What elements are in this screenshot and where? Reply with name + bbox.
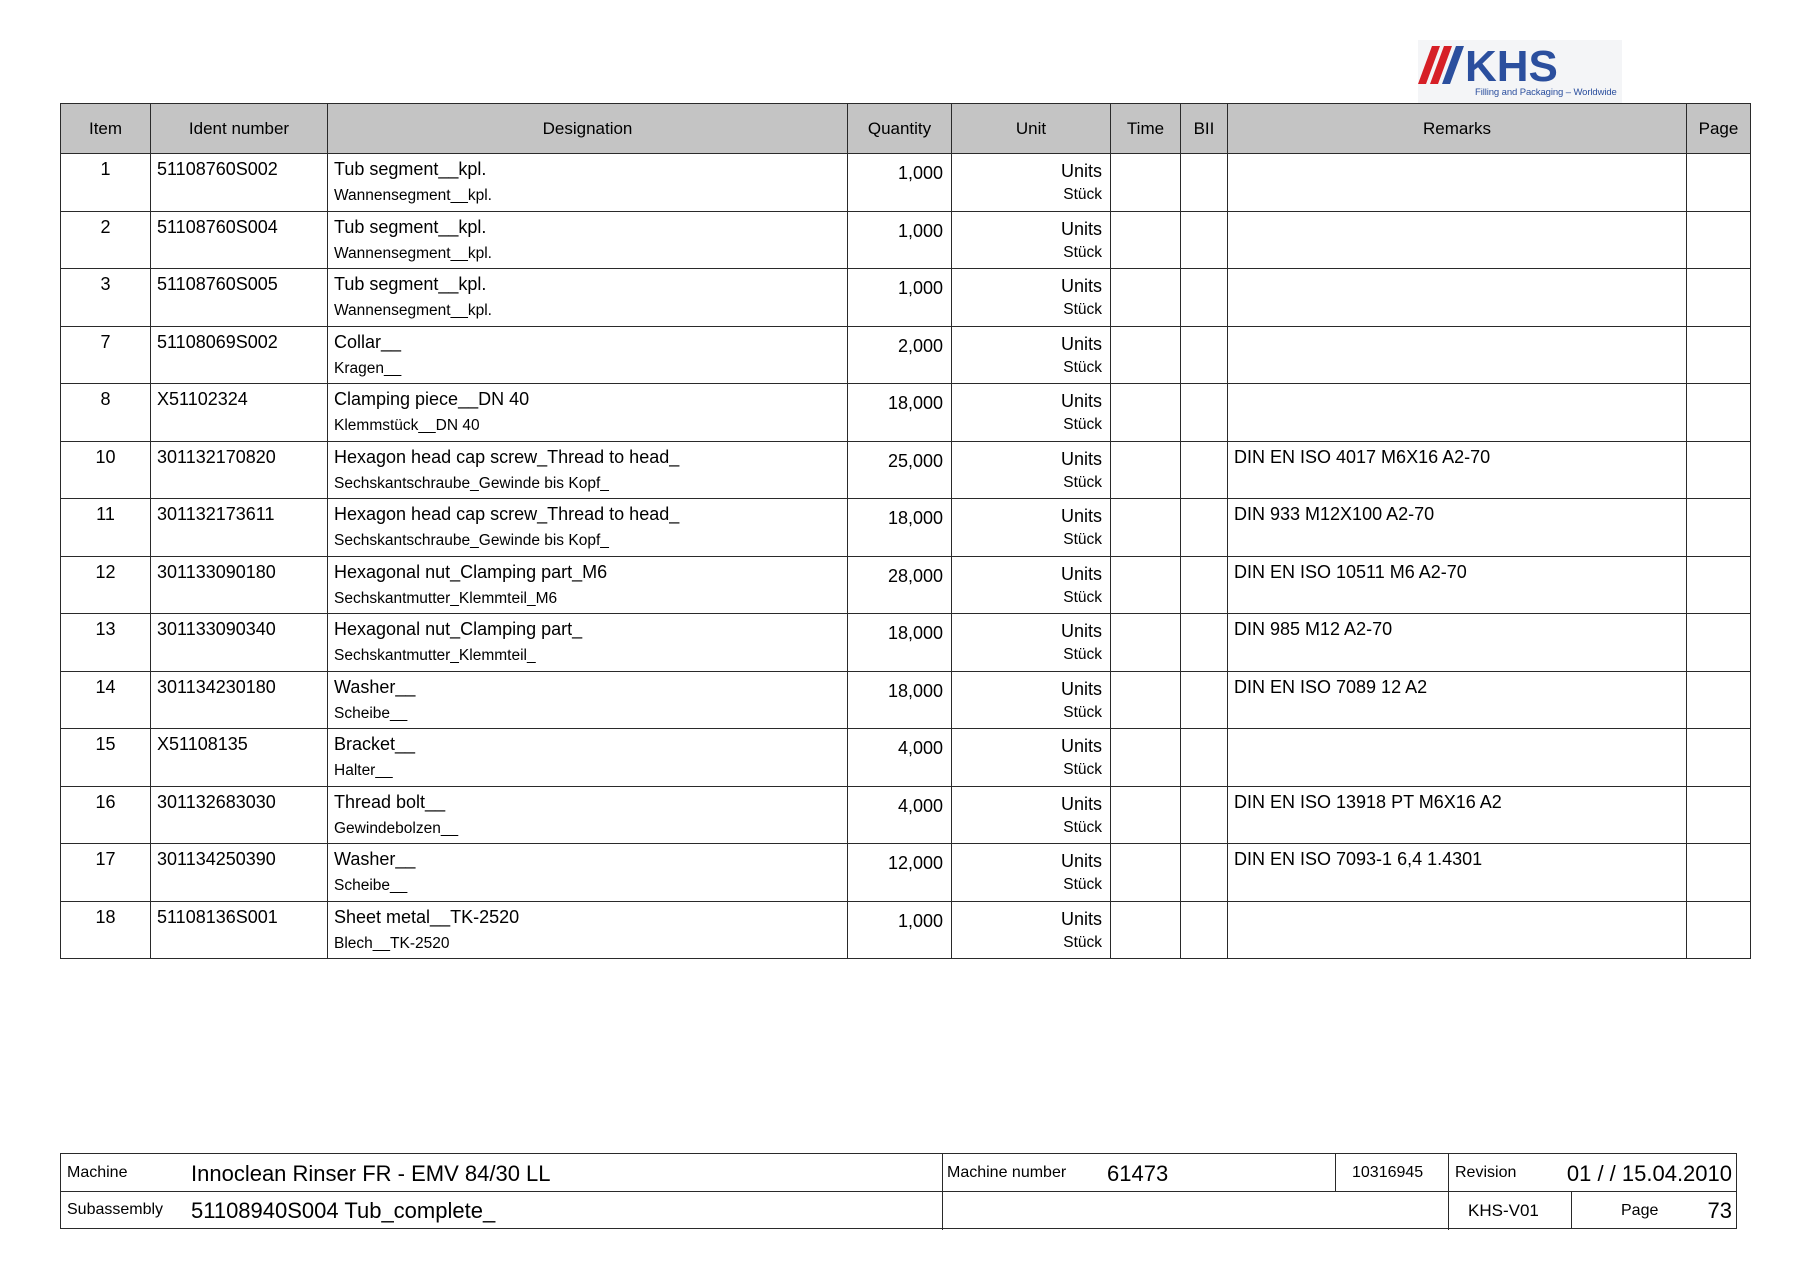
header-designation: Designation (328, 104, 848, 154)
ident-number-cell: X51102324 (151, 384, 328, 442)
page-cell (1687, 786, 1751, 844)
remarks-cell (1228, 211, 1687, 269)
unit-english: Units (1060, 851, 1102, 871)
designation-cell (328, 901, 848, 959)
unit-german: Stück (1063, 301, 1102, 318)
page-cell (1687, 556, 1751, 614)
designation-german: Scheibe__ (334, 704, 408, 722)
parts-table (60, 103, 1751, 959)
unit-cell (952, 326, 1111, 384)
unit-english: Units (1060, 908, 1102, 929)
unit-english: Units (1060, 448, 1102, 469)
revision-value: 01 / / 15.04.2010 (1566, 1161, 1732, 1186)
bii-cell (1181, 729, 1228, 787)
table-row (61, 441, 1751, 499)
title-block (60, 1153, 1737, 1229)
item-cell: 12 (61, 556, 151, 614)
unit-cell (952, 556, 1111, 614)
unit-cell (952, 614, 1111, 672)
ident-number-cell: 301133090180 (151, 556, 328, 614)
ident-number-cell: X51108135 (151, 729, 328, 787)
remarks-cell: DIN EN ISO 7093-1 6,4 1.4301 (1228, 844, 1687, 902)
table-row (61, 901, 1751, 959)
designation-cell (328, 499, 848, 557)
ident-number-cell: 301134230180 (151, 671, 328, 729)
page-cell (1687, 384, 1751, 442)
designation-cell (328, 154, 848, 212)
designation-german: Wannensegment__kpl. (334, 244, 492, 262)
time-cell (1111, 614, 1181, 672)
quantity-cell: 12,000 (848, 844, 952, 902)
quantity-cell: 1,000 (848, 211, 952, 269)
unit-cell (952, 499, 1111, 557)
page-cell (1687, 844, 1751, 902)
remarks-cell (1228, 154, 1687, 212)
unit-english: Units (1060, 218, 1102, 239)
ident-number-cell: 301132683030 (151, 786, 328, 844)
header-bii: BII (1181, 104, 1228, 154)
remarks-cell: DIN 933 M12X100 A2-70 (1228, 499, 1687, 557)
designation-german: Halter__ (334, 762, 393, 779)
designation-english: Tub segment__kpl. (334, 159, 487, 179)
bii-cell (1181, 614, 1228, 672)
page-cell (1687, 614, 1751, 672)
unit-german: Stück (1063, 473, 1102, 491)
designation-cell (328, 614, 848, 672)
designation-german: Gewindebolzen__ (334, 819, 459, 837)
table-row (61, 269, 1751, 327)
quantity-cell: 1,000 (848, 269, 952, 327)
unit-german: Stück (1063, 646, 1102, 663)
designation-cell (328, 556, 848, 614)
remarks-cell (1228, 901, 1687, 959)
page-cell (1687, 211, 1751, 269)
header-unit: Unit (952, 104, 1111, 154)
designation-cell (328, 844, 848, 902)
unit-cell (952, 154, 1111, 212)
designation-english: Washer__ (334, 849, 416, 869)
designation-german: Wannensegment__kpl. (334, 302, 492, 319)
designation-english: Bracket__ (334, 734, 416, 754)
designation-english: Collar__ (334, 331, 402, 352)
ident-number-cell: 51108760S004 (151, 211, 328, 269)
time-cell (1111, 211, 1181, 269)
designation-english: Hexagonal nut_Clamping part_M6 (334, 561, 608, 582)
item-cell: 14 (61, 671, 151, 729)
time-cell (1111, 556, 1181, 614)
machine-number-label: Machine number (947, 1164, 1067, 1181)
unit-english: Units (1060, 678, 1102, 699)
designation-german: Scheibe__ (334, 877, 408, 894)
designation-german: Kragen__ (334, 359, 402, 377)
unit-english: Units (1060, 276, 1102, 296)
item-cell: 18 (61, 901, 151, 959)
ident-number-cell: 301133090340 (151, 614, 328, 672)
designation-cell (328, 441, 848, 499)
designation-cell (328, 326, 848, 384)
bii-cell (1181, 154, 1228, 212)
bii-cell (1181, 211, 1228, 269)
subassembly-label: Subassembly (67, 1201, 164, 1218)
item-cell: 17 (61, 844, 151, 902)
designation-english: Clamping piece__DN 40 (334, 389, 530, 409)
bii-cell (1181, 441, 1228, 499)
ident-number-cell: 51108760S002 (151, 154, 328, 212)
table-row (61, 786, 1751, 844)
item-cell: 15 (61, 729, 151, 787)
quantity-cell: 1,000 (848, 901, 952, 959)
unit-english: Units (1060, 563, 1102, 584)
unit-german: Stück (1063, 243, 1102, 261)
bii-cell (1181, 901, 1228, 959)
version-code: KHS-V01 (1468, 1201, 1539, 1220)
remarks-cell: DIN EN ISO 10511 M6 A2-70 (1228, 556, 1687, 614)
table-row (61, 729, 1751, 787)
designation-german: Blech__TK-2520 (334, 934, 450, 952)
table-row (61, 671, 1751, 729)
unit-english: Units (1060, 506, 1102, 526)
designation-cell (328, 384, 848, 442)
item-cell: 2 (61, 211, 151, 269)
designation-german: Sechskantschraube_Gewinde bis Kopf_ (334, 474, 609, 492)
ident-number-cell: 51108760S005 (151, 269, 328, 327)
machine-label: Machine (67, 1164, 128, 1181)
khs-logo-mark (1418, 40, 1622, 90)
designation-english: Washer__ (334, 676, 416, 697)
machine-value: Innoclean Rinser FR - EMV 84/30 LL (191, 1161, 551, 1186)
page-cell (1687, 901, 1751, 959)
page-cell (1687, 729, 1751, 787)
unit-german: Stück (1063, 818, 1102, 836)
item-cell: 3 (61, 269, 151, 327)
designation-german: Wannensegment__kpl. (334, 187, 492, 204)
unit-english: Units (1060, 621, 1102, 641)
header-item: Item (61, 104, 151, 154)
unit-cell (952, 729, 1111, 787)
unit-german: Stück (1063, 761, 1102, 778)
designation-english: Tub segment__kpl. (334, 216, 487, 237)
unit-english: Units (1060, 391, 1102, 411)
table-row (61, 154, 1751, 212)
header-ident-number: Ident number (151, 104, 328, 154)
designation-english: Thread bolt__ (334, 791, 446, 812)
designation-cell (328, 786, 848, 844)
time-cell (1111, 844, 1181, 902)
ident-number-cell: 301134250390 (151, 844, 328, 902)
designation-german: Sechskantmutter_Klemmteil_ (334, 647, 536, 664)
unit-cell (952, 269, 1111, 327)
quantity-cell: 4,000 (848, 729, 952, 787)
page-cell (1687, 671, 1751, 729)
quantity-cell: 18,000 (848, 614, 952, 672)
page-cell (1687, 499, 1751, 557)
unit-cell (952, 901, 1111, 959)
header-page: Page (1687, 104, 1751, 154)
ident-number-cell: 301132170820 (151, 441, 328, 499)
table-row (61, 211, 1751, 269)
bii-cell (1181, 844, 1228, 902)
designation-cell (328, 211, 848, 269)
ident-number-cell: 51108136S001 (151, 901, 328, 959)
ident-number-cell: 301132173611 (151, 499, 328, 557)
header-remarks: Remarks (1228, 104, 1687, 154)
page-cell (1687, 326, 1751, 384)
unit-cell (952, 671, 1111, 729)
bii-cell (1181, 556, 1228, 614)
table-row (61, 499, 1751, 557)
quantity-cell: 28,000 (848, 556, 952, 614)
item-cell: 7 (61, 326, 151, 384)
designation-english: Hexagonal nut_Clamping part_ (334, 619, 583, 639)
designation-english: Hexagon head cap screw_Thread to head_ (334, 504, 680, 524)
logo-brand: KHS (1465, 42, 1558, 90)
quantity-cell: 18,000 (848, 384, 952, 442)
bii-cell (1181, 786, 1228, 844)
page-cell (1687, 154, 1751, 212)
unit-cell (952, 211, 1111, 269)
designation-cell (328, 729, 848, 787)
unit-german: Stück (1063, 531, 1102, 548)
unit-english: Units (1060, 333, 1102, 354)
unit-german: Stück (1063, 876, 1102, 893)
bii-cell (1181, 269, 1228, 327)
remarks-cell: DIN EN ISO 4017 M6X16 A2-70 (1228, 441, 1687, 499)
header-quantity: Quantity (848, 104, 952, 154)
revision-label: Revision (1455, 1164, 1517, 1181)
unit-cell (952, 844, 1111, 902)
item-cell: 1 (61, 154, 151, 212)
time-cell (1111, 269, 1181, 327)
quantity-cell: 25,000 (848, 441, 952, 499)
time-cell (1111, 901, 1181, 959)
table-row (61, 844, 1751, 902)
remarks-cell (1228, 384, 1687, 442)
bii-cell (1181, 326, 1228, 384)
table-row (61, 556, 1751, 614)
logo-tagline: Filling and Packaging – Worldwide (1475, 87, 1617, 98)
table-row (61, 614, 1751, 672)
time-cell (1111, 326, 1181, 384)
table-row (61, 384, 1751, 442)
unit-german: Stück (1063, 358, 1102, 376)
table-header-row (61, 104, 1751, 154)
quantity-cell: 18,000 (848, 499, 952, 557)
quantity-cell: 2,000 (848, 326, 952, 384)
unit-german: Stück (1063, 588, 1102, 606)
page-label: Page (1621, 1202, 1659, 1219)
subassembly-value: 51108940S004 Tub_complete_ (191, 1198, 496, 1223)
time-cell (1111, 671, 1181, 729)
designation-cell (328, 269, 848, 327)
remarks-cell: DIN 985 M12 A2-70 (1228, 614, 1687, 672)
item-cell: 10 (61, 441, 151, 499)
remarks-cell (1228, 326, 1687, 384)
item-cell: 16 (61, 786, 151, 844)
bii-cell (1181, 671, 1228, 729)
time-cell (1111, 441, 1181, 499)
unit-cell (952, 384, 1111, 442)
time-cell (1111, 499, 1181, 557)
unit-german: Stück (1063, 186, 1102, 203)
bii-cell (1181, 384, 1228, 442)
time-cell (1111, 786, 1181, 844)
item-cell: 11 (61, 499, 151, 557)
quantity-cell: 4,000 (848, 786, 952, 844)
unit-english: Units (1060, 793, 1102, 814)
unit-cell (952, 786, 1111, 844)
bii-cell (1181, 499, 1228, 557)
header-time: Time (1111, 104, 1181, 154)
unit-english: Units (1060, 161, 1102, 181)
unit-cell (952, 441, 1111, 499)
designation-english: Tub segment__kpl. (334, 274, 487, 294)
quantity-cell: 18,000 (848, 671, 952, 729)
remarks-cell: DIN EN ISO 13918 PT M6X16 A2 (1228, 786, 1687, 844)
designation-english: Sheet metal__TK-2520 (334, 906, 520, 927)
table-row (61, 326, 1751, 384)
document-number: 10316945 (1352, 1164, 1424, 1181)
designation-cell (328, 671, 848, 729)
ident-number-cell: 51108069S002 (151, 326, 328, 384)
remarks-cell: DIN EN ISO 7089 12 A2 (1228, 671, 1687, 729)
machine-number-value: 61473 (1107, 1161, 1169, 1186)
time-cell (1111, 384, 1181, 442)
unit-english: Units (1060, 736, 1102, 756)
item-cell: 8 (61, 384, 151, 442)
remarks-cell (1228, 729, 1687, 787)
designation-german: Sechskantschraube_Gewinde bis Kopf_ (334, 532, 609, 549)
page-cell (1687, 441, 1751, 499)
designation-german: Klemmstück__DN 40 (334, 417, 480, 434)
unit-german: Stück (1063, 933, 1102, 951)
item-cell: 13 (61, 614, 151, 672)
unit-german: Stück (1063, 416, 1102, 433)
remarks-cell (1228, 269, 1687, 327)
designation-german: Sechskantmutter_Klemmteil_M6 (334, 589, 558, 607)
time-cell (1111, 154, 1181, 212)
unit-german: Stück (1063, 703, 1102, 721)
page-cell (1687, 269, 1751, 327)
khs-logo (1418, 40, 1622, 104)
time-cell (1111, 729, 1181, 787)
designation-english: Hexagon head cap screw_Thread to head_ (334, 446, 680, 467)
quantity-cell: 1,000 (848, 154, 952, 212)
page-number: 73 (1707, 1198, 1732, 1223)
